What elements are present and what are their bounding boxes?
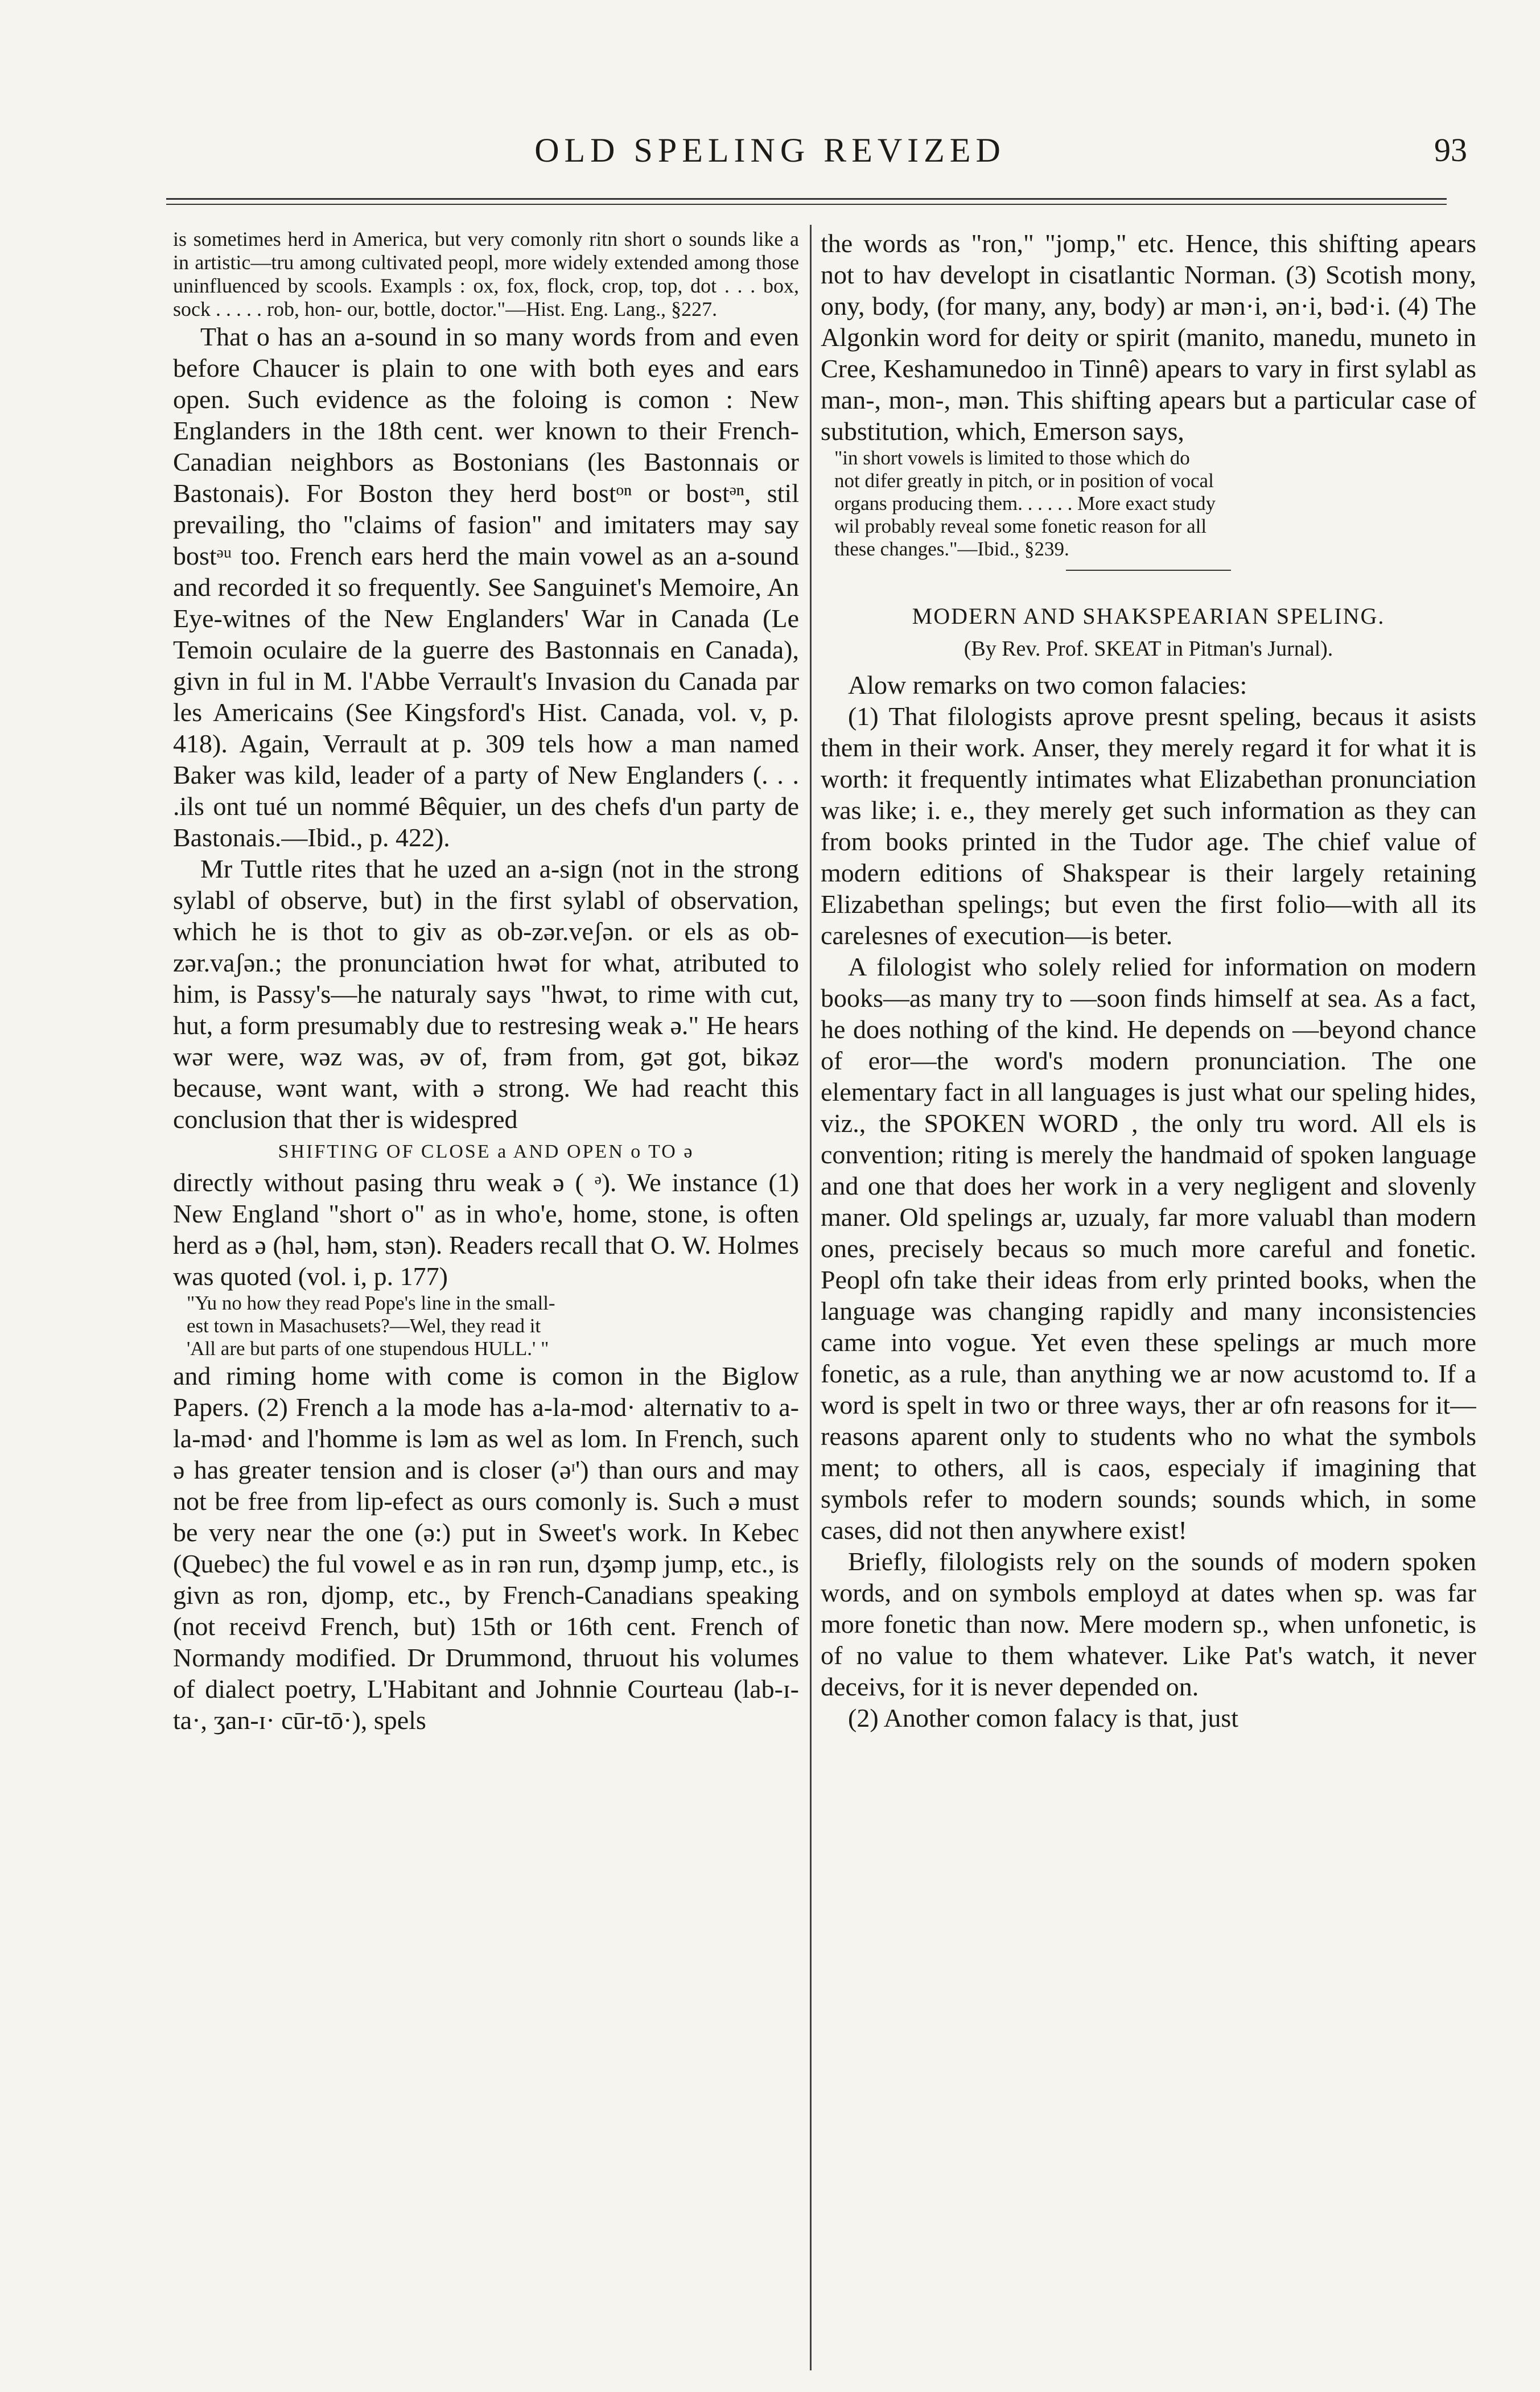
quote-line: not difer greatly in pitch, or in position of vocal [834,470,1214,492]
footnote-line: is sometimes herd in America, but very comonly [173,228,583,250]
inline-subheading: SHIFTING OF CLOSE a AND OPEN o TO ə [278,1141,694,1162]
paragraph-briefly: Briefly, filologists rely on the sounds of modern spoken words, and on symbols employd at dates when sp. was far more fonetic than now. Mere modern sp., when unfonetic, is of no value to them whatever. Like Pat's watch, it never deceivs, for it is never depended on. [821,1547,1476,1701]
header-rule-thin [166,204,1447,205]
column-divider [810,225,812,2370]
right-column [821,228,1476,2385]
quote-line: these changes."—Ibid., §239. [834,538,1069,560]
emerson-quote [821,447,1476,561]
paragraph-riming: and riming home with come is comon in the Biglow Papers. (2) French a la mode has a-la-mod· alternativ to a-la-məd· and l'homme is ləm as wel as lom. In French, such ə has greater tension and is closer (əᶦ') than ours and may not be free from lip-efect as ours comonly is. Such ə must be very near the one (ə:) put in Sweet's work. In Kebec (Quebec) the ful vowel e as in rən run, dʒəmp jump, etc., is givn as ron, djomp, etc., by French-Canadians speaking (not receivd French, but) 15th or 16th cent. French of Normandy modified. Dr Drummond, thruout his volumes of dialect poetry, L'Habitant and Johnnie Courteau (lab-ɪ-ta·, ʒan-ɪ· cūr-tō·), spels [173,1361,799,1735]
section-rule [1066,570,1231,571]
quote-line: "Yu no how they read Pope's line in the small- [187,1292,555,1314]
footnote-line: our, bottle, doctor."—Hist. Eng. Lang., §227. [347,298,718,320]
paragraph-second-falacy: (2) Another comon falacy is that, just [848,1703,1239,1732]
section-title: MODERN AND SHAKSPEARIAN SPELING. [912,603,1385,629]
quote-line: organs producing them. . . . . . More exact study [834,492,1216,514]
paragraph-shifting: directly without pasing thru weak ə ( ᵊ). We instance (1) New England "short o" as in who'e, home, stone, is often herd as ə (həl, həm, stən). Readers recall that O. W. Holmes was quoted (vol. i, p. 177) [173,1168,799,1291]
paragraph-first-falacy: (1) That filologists aprove presnt speling, becaus it asists them in their work. Anser, they merely regard it for what it is worth: it frequently intimates what Elizabethan pronunciation was like; i. e., they merely get such information as they can from books printed in the Tudor age. The chief value of modern editions of Shakspear is their largely retaining Elizabethan spelings; but even the first folio—with all its carelesnes of execution—is beter. [821,702,1476,950]
quote-line: "in short vowels is limited to those which do [834,447,1190,469]
footnote-line: flock, crop, top, dot . . . box, sock . . . . . rob, hon- [173,274,799,320]
quote-line: wil probably reveal some fonetic reason for all [834,515,1207,537]
running-title: OLD SPELING REVIZED [534,131,1006,169]
footnote-line: those uninfluenced by scools. Exampls : ox, fox, [173,251,799,297]
paragraph-continuation: the words as "ron," "jomp," etc. Hence, this shifting apears not to hav developt in cisatlantic Norman. (3) Scotish mony, ony, body, (for many, any, body) ar mən·i, ən·i, bəd·i. (4) The Algonkin word for deity or spirit (manito, manedu, muneto in Cree, Keshamunedoo in Tinnê) apears to vary in first sylabl as man-, mon-, mən. This shifting apears but a particular case of substitution, which, Emerson says, [821,229,1476,446]
holmes-quote [173,1292,799,1360]
header-rule [166,198,1447,200]
paragraph-filologist: A filologist who solely relied for information on modern books—as many try to —soon finds himself at sea. As a fact, he does nothing of the kind. He depends on —beyond chance of eror—the word's modern pronunciation. The one elementary fact in all languages is just what our speling hides, viz., the SPOKEN WORD , the only tru word. All els is convention; riting is merely the handmaid of spoken language and one that does her work in a very negligent and slovenly maner. Old spelings ar, uzualy, far more valuabl than modern ones, precisely becaus so much more careful and fonetic. Peopl ofn take their ideas from erly printed books, when the language was changing rapidly and many inconsistencies came into vogue. Yet even these spelings ar much more fonetic, as a rule, than anything we ar now acustomd to. If a word is spelt in two or three ways, ther ar ofn reasons for it—reasons aparent only to students who no what the symbols ment; to others, all is caos, especialy if imagining that symbols refer to modern sounds; sounds which, in some cases, did not then anywhere exist! [821,952,1476,1545]
quote-line: 'All are but parts of one stupendous HULL.' " [187,1337,549,1360]
left-column [173,228,799,2385]
paragraph-o-sound: That o has an a-sound in so many words from and even before Chaucer is plain to one with both eyes and ears open. Such evidence as the foloing is comon : New Englanders in the 18th cent. wer known to their French-Canadian neighbors as Bostonians (les Bastonnais or Bastonais). For Boston they herd bostᵒⁿ or bostᵊⁿ, stil prevailing, tho "claims of fasion" and imitaters may say bostᵊᵘ too. French ears herd the main vowel as an a-sound and recorded it so frequently. See Sanguinet's Memoire, An Eye-witnes of the New Englanders' War in Canada (Le Temoin oculaire de la guerre des Bastonnais en Canada), givn in ful in M. l'Abbe Verrault's Invasion du Canada par les Americains (See Kingsford's Hist. Canada, vol. v, p. 418). Again, Verrault at p. 309 tels how a man named Baker was kild, leader of a party of New Englanders (. . . .ils ont tué un nommé Bêquier, un des chefs d'un party de Bastonais.—Ibid., p. 422). [173,322,799,852]
footnote-continuation [173,228,799,321]
paragraph-tuttle: Mr Tuttle rites that he uzed an a-sign (not in the strong sylabl of observe, but) in the first sylabl of observation, which he is thot to giv as ob-zər.veʃən. or els as ob-zər.vaʃən.; the pronunciation hwət for what, atributed to him, is Passy's—he naturaly says "hwət, to rime with cut, hut, a form presumably due to restresing weak ə." He hears wər were, wəz was, əv of, frəm from, gət got, bikəz because, wənt want, with ə strong. We had reacht this conclusion that ther is widespred [173,854,799,1134]
footnote-line: cultivated peopl, more widely extended among [361,251,750,274]
footnote-line: ritn short o sounds like a in artistic—tru among [173,228,799,274]
paragraph-falacies: Alow remarks on two comon falacies: [848,670,1247,699]
quote-line: est town in Masachusets?—Wel, they read it [187,1315,541,1337]
page-number: 93 [1434,131,1467,168]
section-byline: (By Rev. Prof. SKEAT in Pitman's Jurnal). [963,637,1333,661]
